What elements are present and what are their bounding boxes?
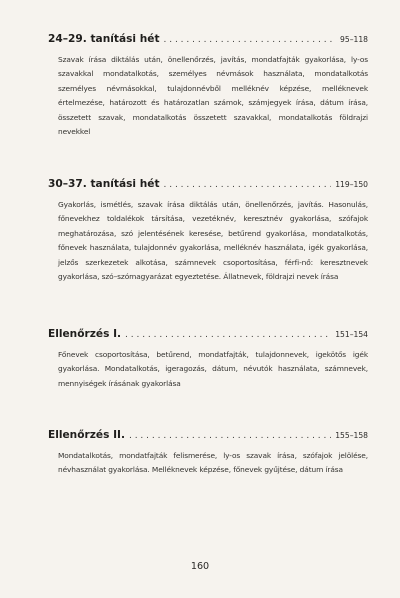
section-title: Ellenőrzés I. (48, 328, 122, 340)
section-title: Ellenőrzés II. (48, 429, 125, 441)
dot-leader (129, 429, 331, 443)
section-description: Mondatalkotás, mondatfajták felismerése, ly-os szavak írása, szófajok jelölése, névhasználat gyakorlása. Melléknevek képzése, főnevek gyűjtése, dátum írása (58, 451, 368, 475)
section-heading (48, 327, 368, 342)
section-description: Főnevek csoportosítása, betűrend, mondatfajták, tulajdonnevek, igekötős igék gyakorlása. Mondatalkotás, igeragozás, dátum, névutók használata, számnevek, mennyiségek írásának gyakorlása (58, 350, 368, 388)
section-heading (48, 428, 368, 443)
section-description: Gyakorlás, ismétlés, szavak írása diktálás után, önellenőrzés, javítás. Hasonulás, főnevekhez toldalékok társítása, vezetéknév, keresztnév gyakorlása, szófajok meghatározása, szó jelentésének keresése, betűrend gyakorlása, mondatalkotás, főnevek használata, tulajdonnév gyakorlása, melléknév használata, igék gyakorlása, jelzős szerkezetek alkotása, számnevek csoportosítása, férfi-nő: keresztnevek gyakorlása, szó–szómagyarázat egyeztetése. Állatnevek, földrajzi nevek írása (58, 200, 368, 282)
dot-leader (125, 328, 331, 342)
section-title: 24–29. tanítási hét (48, 33, 160, 45)
dot-leader (164, 178, 332, 192)
section-heading (48, 32, 368, 47)
page-number: 160 (190, 561, 210, 572)
section-heading (48, 177, 368, 192)
toc-section-weeks-30-37 (48, 177, 368, 284)
toc-section-weeks-24-29 (48, 32, 368, 139)
page-range: 95–118 (340, 35, 368, 44)
section-title: 30–37. tanítási hét (48, 178, 160, 190)
toc-section-assessment-1 (48, 327, 368, 391)
page-range: 119–150 (335, 180, 368, 189)
page-range: 155–158 (335, 431, 368, 440)
dot-leader (164, 33, 337, 47)
section-description: Szavak írása diktálás után, önellenőrzés, javítás, mondatfajták gyakorlása, ly-os szavakkal mondatalkotás, személyes névmások használata, mondatalkotás személyes névmásokkal, tulajdonnévből melléknév képzése, melléknevek értelmezése, határozott és határozatlan számok, számjegyek írása, dátum írása, összetett szavak, mondatalkotás összetett szavakkal, mondatalkotás földrajzi nevekkel (58, 55, 368, 137)
toc-section-assessment-2 (48, 428, 368, 478)
page-range: 151–154 (335, 330, 368, 339)
